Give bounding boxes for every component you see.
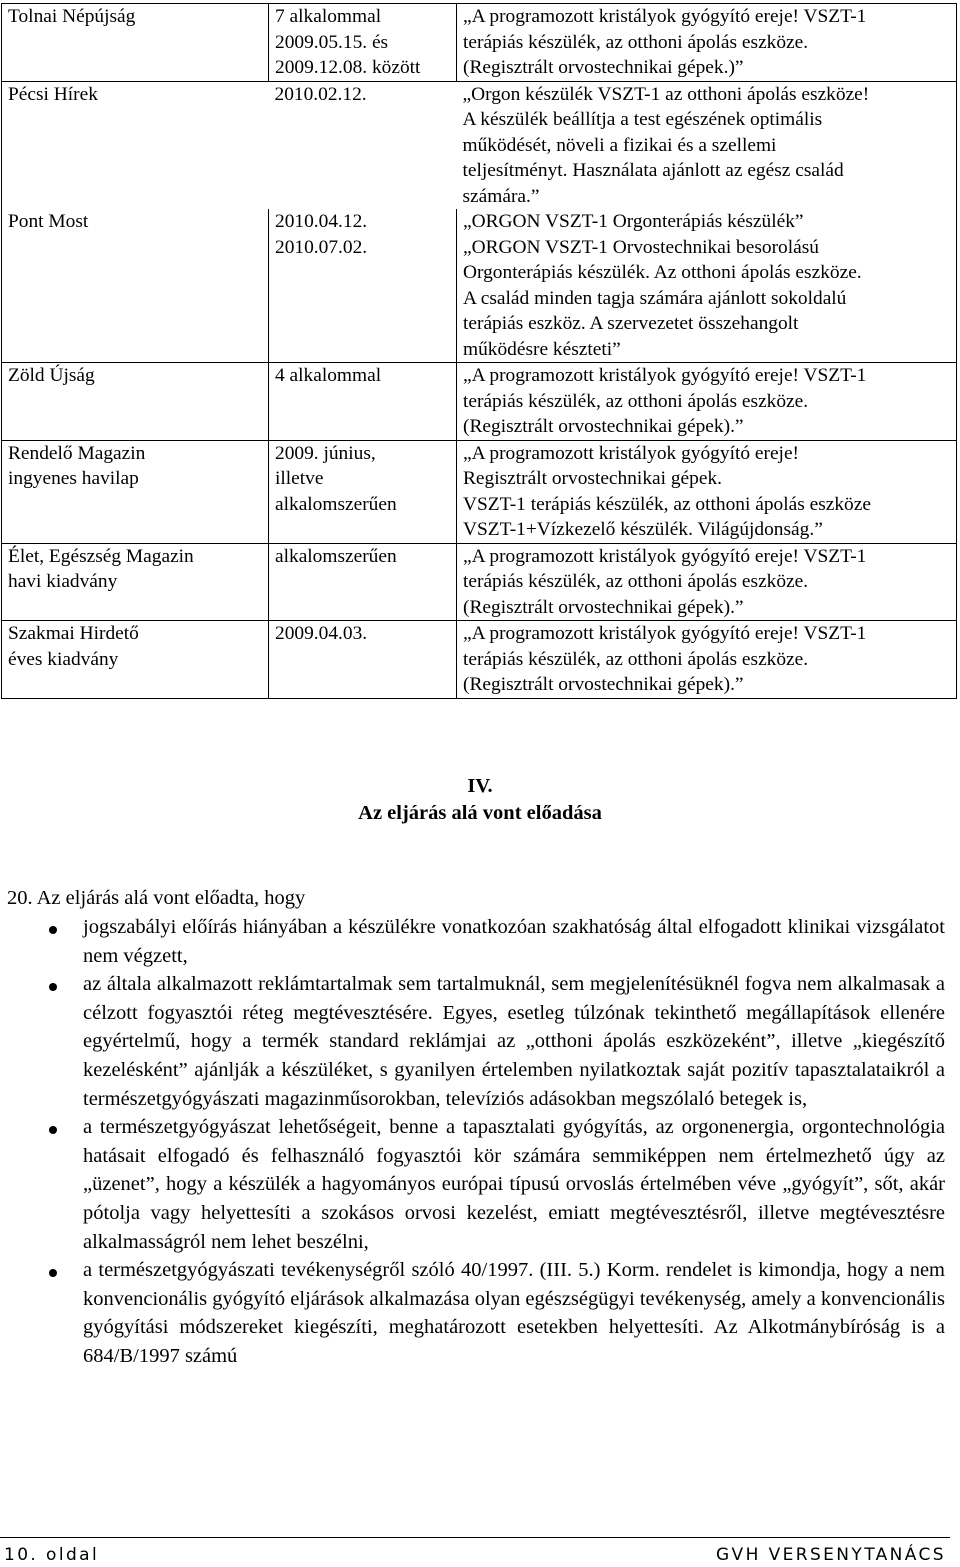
paragraph-intro: 20. Az eljárás alá vont előadta, hogy — [7, 887, 306, 909]
medium-cell: Pont Most — [2, 209, 269, 363]
date-cell: 4 alkalommal — [269, 363, 457, 441]
date-cell: 2010.02.12. — [269, 81, 457, 209]
table-row — [2, 440, 957, 543]
list-item-text: az általa alkalmazott reklámtartalmak sem tartalmuknál, sem megjelenítésüknél fogva nem alkalmasak a célzott fogyasztói réteg megtévesztésére. Egyes, esetleg túlzónak tekinthető megállapítások ellenére egyértelmű, hogy a termék standard reklámjai az „otthoni ápolás eszközeként”, illetve „kiegészítő kezelésként” ajánlják a készüléket, s gyanilyen értelemben nyilatkoztak saját pozitív tapasztalataikról a természetgyógyászati magazinműsorokban, televíziós adásokban megszólaló betegek is, — [83, 973, 945, 1110]
table-row — [2, 209, 957, 363]
bullet-icon — [49, 1126, 57, 1134]
date-cell: 2010.04.12. 2010.07.02. — [269, 209, 457, 363]
content-cell: „Orgon készülék VSZT-1 az otthoni ápolás eszköze! A készülék beállítja a test egészének optimális működését, növeli a fizikai és a szellemi teljesítményt. Használata ajánlott az egész család számára.” — [457, 81, 957, 209]
content-cell: „A programozott kristályok gyógyító ereje! VSZT-1 terápiás készülék, az otthoni ápolás eszköze. (Regisztrált orvostechnikai gépek).” — [457, 543, 957, 621]
media-table — [1, 3, 957, 699]
list-item-text: jogszabályi előírás hiányában a készülékre vonatkozóan szakhatóság által elfogadott klinikai vizsgálatot nem végzett, — [83, 916, 945, 967]
footer-organization: GVH VERSENYTANÁCS — [715, 1545, 946, 1565]
list-item-text: a természetgyógyászat lehetőségeit, benne a tapasztalati gyógyítás, az orgonenergia, orgontechnológia hatásait elfogadó és felhasználó fogyasztói kör számára semmiképpen nem értelmezhető úgy az „üzenet”, hogy a készülék a hagyományos európai típusú orvoslás értelmében véve „gyógyít”, sőt, akár pótolja vagy helyettesíti a szokásos orvosi kezelést, emiatt megtévesztésről, illetve megtévesztésre alkalmasságról nem lehet beszélni, — [83, 1116, 945, 1253]
bullet-list — [0, 913, 945, 1371]
bullet-icon — [49, 926, 57, 934]
table-row — [2, 543, 957, 621]
medium-cell: Tolnai Népújság — [2, 4, 269, 82]
bullet-icon — [49, 983, 57, 991]
medium-cell: Rendelő Magazin ingyenes havilap — [2, 440, 269, 543]
bullet-icon — [49, 1269, 57, 1277]
list-item — [0, 1113, 945, 1256]
content-cell: „A programozott kristályok gyógyító ereje! VSZT-1 terápiás készülék, az otthoni ápolás eszköze. (Regisztrált orvostechnikai gépek).” — [457, 621, 957, 699]
list-item — [0, 913, 945, 970]
medium-cell: Pécsi Hírek — [2, 81, 269, 209]
table-row — [2, 621, 957, 699]
table-row — [2, 4, 957, 82]
footer-page-number: 10. oldal — [4, 1545, 100, 1565]
medium-cell: Élet, Egészség Magazin havi kiadvány — [2, 543, 269, 621]
content-cell: „A programozott kristályok gyógyító ereje! Regisztrált orvostechnikai gépek. VSZT-1 terápiás készülék, az otthoni ápolás eszköze VSZT-1+Vízkezelő készülék. Világújdonság.” — [457, 440, 957, 543]
content-cell: „A programozott kristályok gyógyító ereje! VSZT-1 terápiás készülék, az otthoni ápolás eszköze. (Regisztrált orvostechnikai gépek).” — [457, 363, 957, 441]
section-number: IV. — [467, 775, 493, 797]
medium-cell: Szakmai Hirdető éves kiadvány — [2, 621, 269, 699]
date-cell: alkalomszerűen — [269, 543, 457, 621]
medium-cell: Zöld Újság — [2, 363, 269, 441]
content-cell: „ORGON VSZT-1 Orgonterápiás készülék” „ORGON VSZT-1 Orvostechnikai besorolású Orgonterápiás készülék. Az otthoni ápolás eszköze. A család minden tagja számára ajánlott sokoldalú terápiás eszköz. A szervezetet összehangolt működésre készteti” — [457, 209, 957, 363]
list-item — [0, 970, 945, 1113]
date-cell: 2009. június, illetve alkalomszerűen — [269, 440, 457, 543]
date-cell: 7 alkalommal 2009.05.15. és 2009.12.08. között — [269, 4, 457, 82]
table-row — [2, 81, 957, 209]
list-item-text: a természetgyógyászati tevékenységről szóló 40/1997. (III. 5.) Korm. rendelet is kimondja, hogy a nem konvencionális gyógyító eljárások alkalmazása olyan egészségügyi tevékenység, amely a konvencionális gyógyítási módszereket kiegészíti, meghatározott esetekben helyettesíti. Az Alkotmánybíróság is a 684/B/1997 számú — [83, 1259, 945, 1367]
list-item — [0, 1256, 945, 1370]
table-row — [2, 363, 957, 441]
section-title: Az eljárás alá vont előadása — [358, 802, 602, 824]
date-cell: 2009.04.03. — [269, 621, 457, 699]
footer-divider — [0, 1537, 950, 1538]
content-cell: „A programozott kristályok gyógyító ereje! VSZT-1 terápiás készülék, az otthoni ápolás eszköze. (Regisztrált orvostechnikai gépek.)” — [457, 4, 957, 82]
